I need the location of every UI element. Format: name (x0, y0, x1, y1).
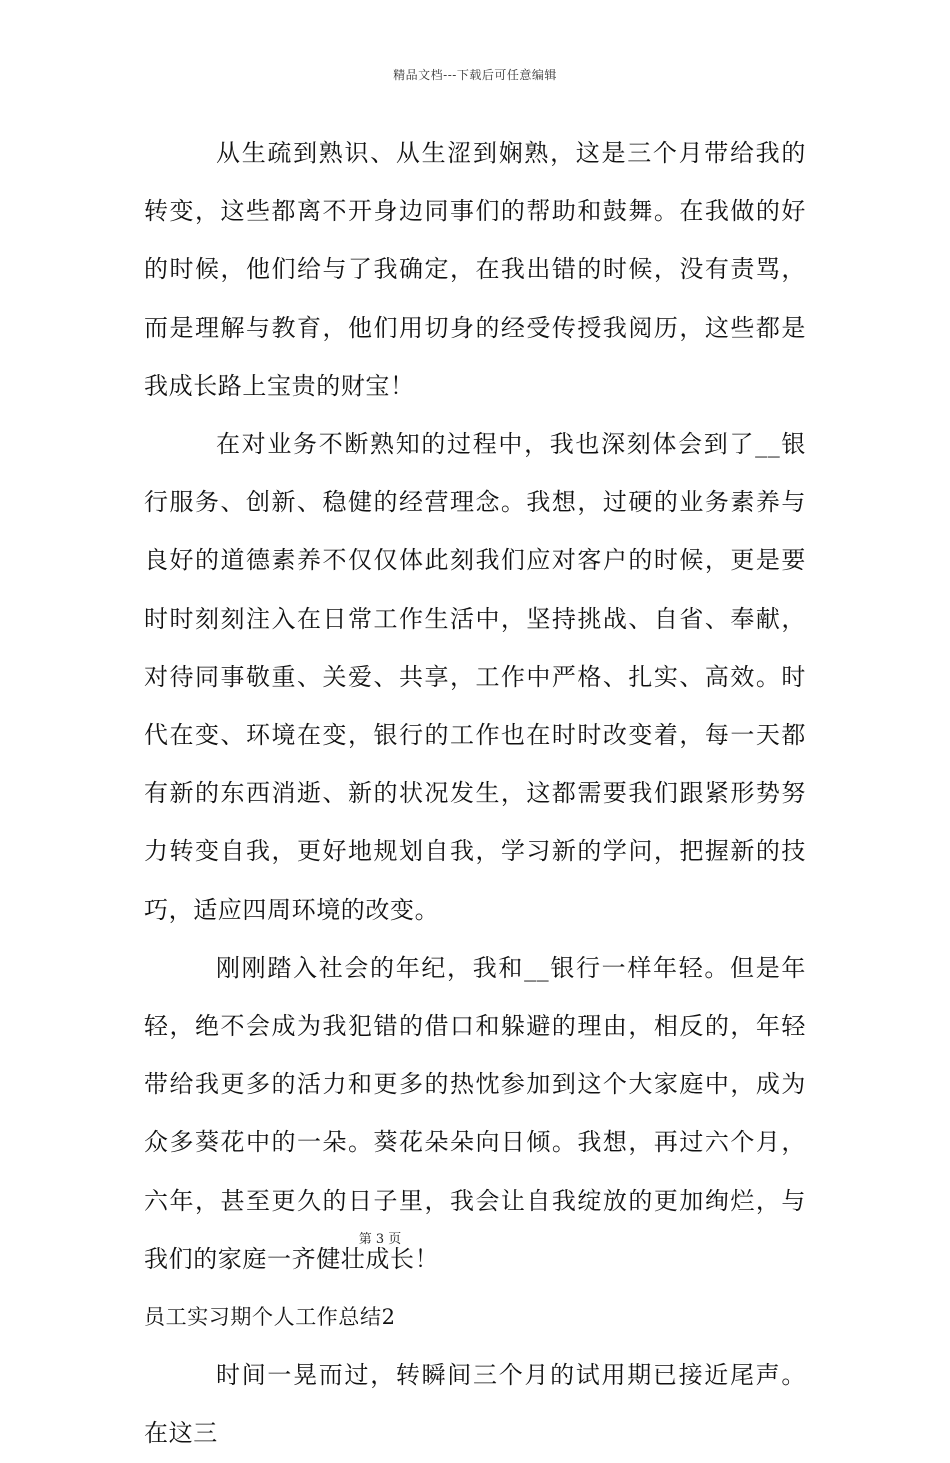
paragraph-4: 时间一晃而过，转瞬间三个月的试用期已接近尾声。在这三 (144, 1361, 806, 1448)
page-number: 第 3 页 (358, 1232, 402, 1247)
paragraph-2: 在对业务不断熟知的过程中，我也深刻体会到了__银行服务、创新、稳健的经营理念。我想，过硬的业务素养与良好的道德素养不仅仅体此刻我们应对客户的时候，更是要时时刻刻注入在日常工作生活中，坚持挑战、自省、奉献，对待同事敬重、关爱、共享，工作中严格、扎实、高效。时代在变、环境在变，银行的工作也在时时改变着，每一天都有新的东西消逝、新的状况发生，这都需要我们跟紧形势努力转变自我，更好地规划自我，学习新的学问，把握新的技巧，适应四周环境的改变。 (144, 430, 806, 924)
page-header: 精品文档---下载后可任意编辑 (393, 68, 557, 82)
paragraph-3: 刚刚踏入社会的年纪，我和__银行一样年轻。但是年轻，绝不会成为我犯错的借口和躲避的理由，相反的，年轻带给我更多的活力和更多的热忱参加到这个大家庭中，成为众多葵花中的一朵。葵花朵朵向日倾。我想，再过六个月，六年，甚至更久的日子里，我会让自我绽放的更加绚烂，与我们的家庭一齐健壮成长！ (144, 953, 806, 1273)
paragraph-1: 从生疏到熟识、从生涩到娴熟，这是三个月带给我的转变，这些都离不开身边同事们的帮助和鼓舞。在我做的好的时候，他们给与了我确定，在我出错的时候，没有责骂，而是理解与教育，他们用切身的经受传授我阅历，这些都是我成长路上宝贵的财宝！ (144, 139, 806, 400)
section-title: 员工实习期个人工作总结2 (144, 1305, 396, 1330)
document-body (144, 124, 806, 1463)
